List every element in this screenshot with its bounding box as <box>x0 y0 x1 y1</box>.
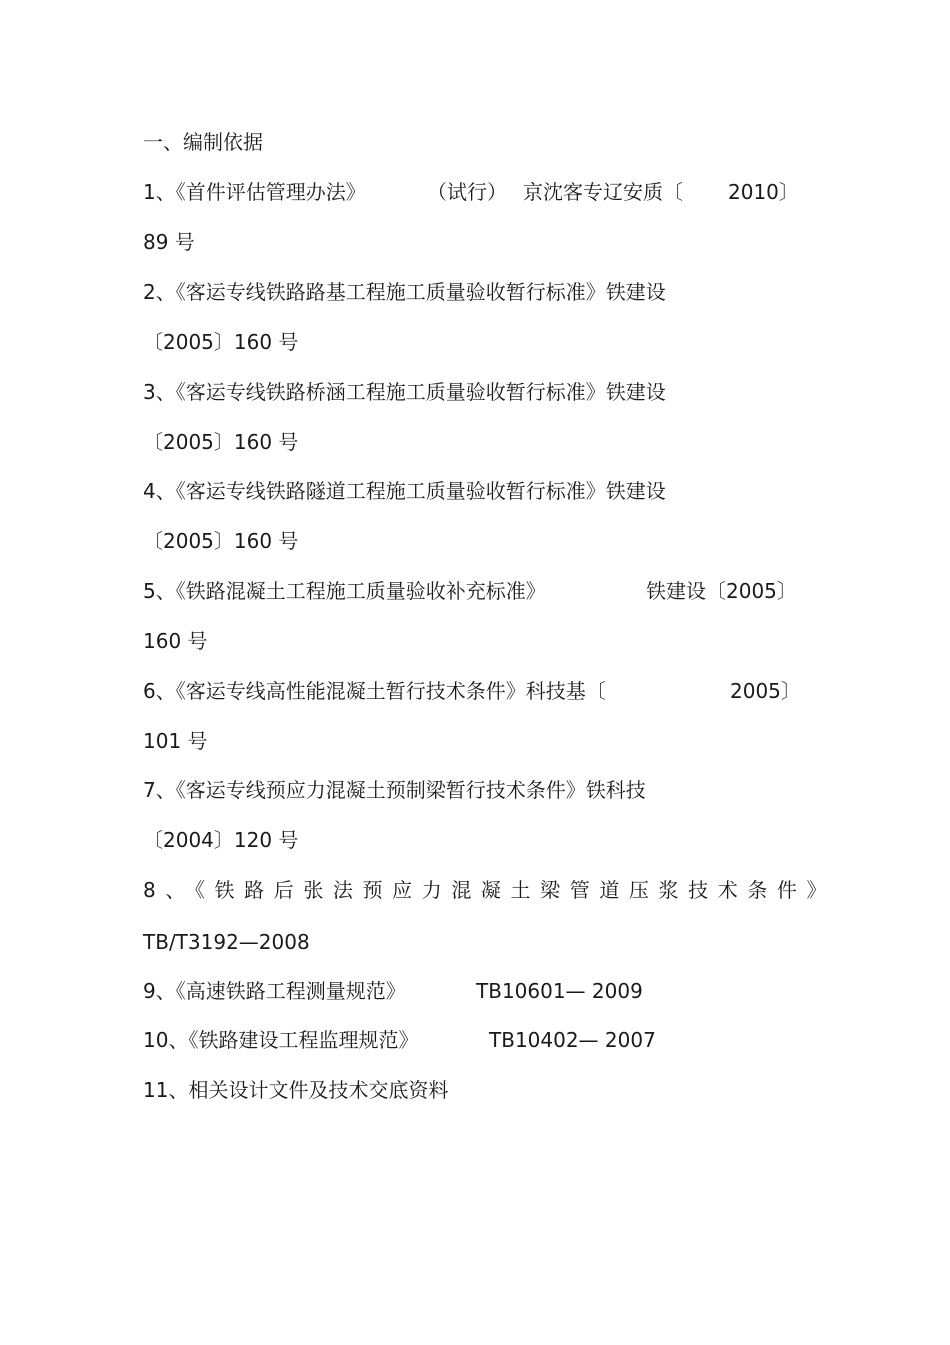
item-6-title: 6、《客运专线高性能混凝土暂行技术条件》科技基〔 <box>143 679 606 703</box>
item-6-year: 2005〕 <box>730 679 801 703</box>
item-5-number: 160 号 <box>143 629 208 653</box>
list-item-1 <box>143 180 798 204</box>
item-10-title: 10、《铁路建设工程监理规范》 <box>143 1028 419 1052</box>
item-1-title: 1、《首件评估管理办法》 <box>143 180 366 204</box>
item-1-number: 89 号 <box>143 230 195 254</box>
item-1-year: 2010〕 <box>728 180 799 204</box>
section-heading: 一、编制依据 <box>143 130 263 154</box>
list-item-4: 4、《客运专线铁路隧道工程施工质量验收暂行标准》铁建设 <box>143 479 666 503</box>
item-10-code: TB10402— 2007 <box>489 1028 656 1052</box>
item-6-number: 101 号 <box>143 729 208 753</box>
item-9-title: 9、《高速铁路工程测量规范》 <box>143 979 406 1003</box>
item-1-issuer: 京沈客专辽安质〔 <box>523 180 683 204</box>
item-5-title: 5、《铁路混凝土工程施工质量验收补充标准》 <box>143 579 546 603</box>
list-item-8: 8、《铁路后张法预应力混凝土梁管道压浆技术条件》 <box>143 878 837 902</box>
item-1-trial: （试行） <box>427 180 507 204</box>
list-item-11: 11、相关设计文件及技术交底资料 <box>143 1078 449 1102</box>
list-item-5 <box>143 579 808 603</box>
item-8-number: TB/T3192—2008 <box>143 930 310 954</box>
list-item-2: 2、《客运专线铁路路基工程施工质量验收暂行标准》铁建设 <box>143 280 666 304</box>
list-item-3: 3、《客运专线铁路桥涵工程施工质量验收暂行标准》铁建设 <box>143 380 666 404</box>
list-item-6 <box>143 679 801 703</box>
list-item-10 <box>143 1028 663 1052</box>
item-9-code: TB10601— 2009 <box>476 979 643 1003</box>
list-item-9 <box>143 979 663 1003</box>
item-3-number: 〔2005〕160 号 <box>143 430 299 454</box>
item-5-issuer: 铁建设〔2005〕 <box>646 579 797 603</box>
item-7-number: 〔2004〕120 号 <box>143 828 299 852</box>
item-4-number: 〔2005〕160 号 <box>143 529 299 553</box>
item-2-number: 〔2005〕160 号 <box>143 330 299 354</box>
list-item-7: 7、《客运专线预应力混凝土预制梁暂行技术条件》铁科技 <box>143 778 646 802</box>
